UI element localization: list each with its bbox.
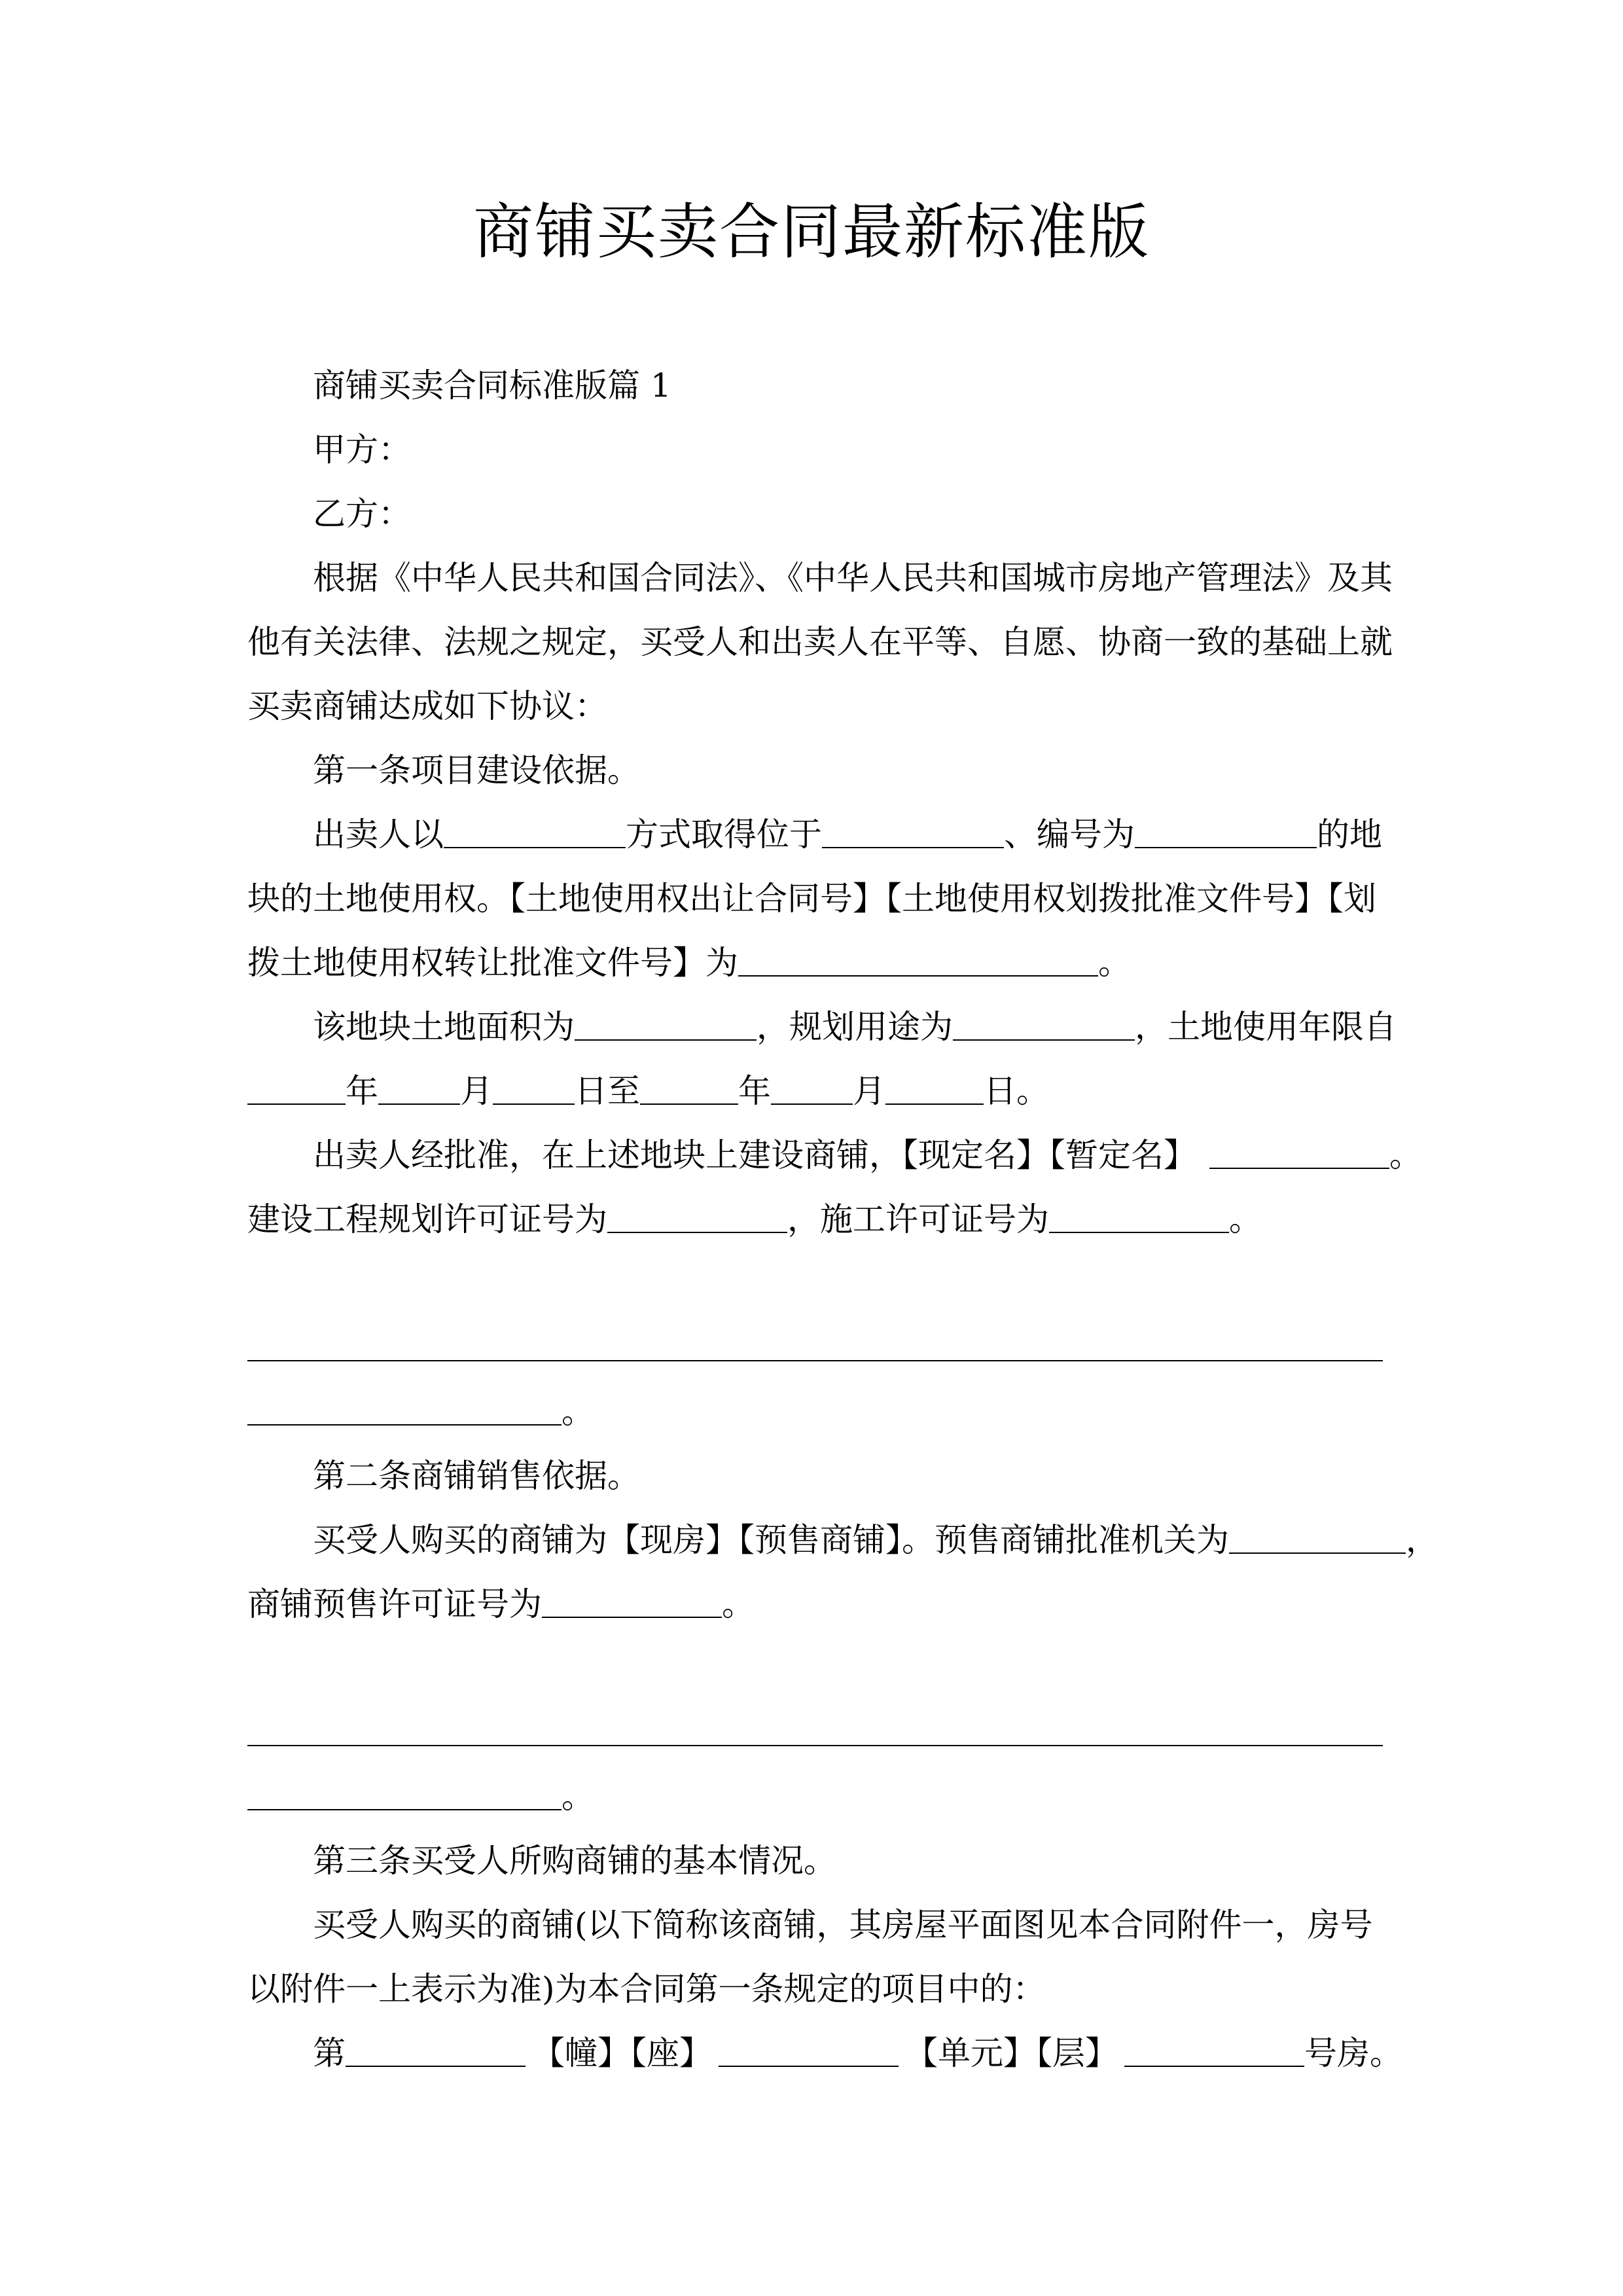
blank-field-start-day[interactable] (493, 1077, 575, 1105)
article-2-line (247, 1572, 1383, 1636)
text: 【幢】【座】 (532, 2034, 712, 2072)
blank-field-location[interactable] (822, 821, 1004, 848)
article-3-heading: 第三条买受人所购商铺的基本情况。 (313, 1842, 836, 1880)
text: 出卖人经批准，在上述地块上建设商铺，【现定名】【暂定名】 (313, 1136, 1196, 1174)
text: 月 (853, 1072, 885, 1110)
blank-field-additional-info-end[interactable] (247, 1398, 562, 1426)
text: 号房。 (1304, 2034, 1402, 2072)
article-3-line: 以附件一上表示为准)为本合同第一条规定的项目中的： (247, 1970, 1046, 2008)
blank-field-article-2-additional-end[interactable] (247, 1783, 562, 1810)
text: 第 (313, 2034, 346, 2072)
text: 【单元】【层】 (905, 2034, 1118, 2072)
blank-field-additional-info[interactable] (247, 1334, 1383, 1361)
article-1-line (247, 1380, 1383, 1444)
document-title: 商铺买卖合同最新标准版 (473, 197, 1150, 267)
text: 日至 (575, 1072, 640, 1110)
article-3-line: 买受人购买的商铺(以下简称该商铺，其房屋平面图见本合同附件一，房号 (313, 1906, 1373, 1944)
article-1-line: 块的土地使用权。【土地使用权出让合同号】【土地使用权划拨批准文件号】【划 (247, 880, 1376, 918)
article-1-fill-line (247, 1316, 1383, 1380)
text: 商铺预售许可证号为 (247, 1585, 542, 1623)
article-1-line (247, 931, 1383, 995)
blank-field-planned-use[interactable] (953, 1013, 1135, 1041)
text: 。 (722, 1585, 755, 1623)
blank-field-room[interactable] (1124, 2039, 1304, 2067)
blank-field-shop-name[interactable] (1209, 1141, 1389, 1169)
article-2-line (247, 1508, 1438, 1572)
blank-field-end-year[interactable] (640, 1077, 738, 1105)
spacer (247, 1636, 1383, 1700)
text: 建设工程规划许可证号为 (247, 1200, 607, 1238)
blank-field-building[interactable] (346, 2039, 526, 2067)
text: 。 (562, 1778, 594, 1816)
blank-field-plot-number[interactable] (1135, 821, 1317, 848)
text: 拨土地使用权转让批准文件号】为 (247, 944, 738, 982)
article-2-fill-line (247, 1700, 1383, 1765)
blank-field-construction-permit[interactable] (1049, 1206, 1229, 1233)
text: 日。 (984, 1072, 1049, 1110)
text: ， (1406, 1521, 1438, 1559)
text: ，规划用途为 (757, 1008, 953, 1046)
text: 。 (562, 1393, 594, 1431)
blank-field-presale-permit[interactable] (542, 1590, 722, 1618)
article-1-date-range (247, 1059, 1383, 1123)
document-body (247, 353, 1438, 2085)
blank-field-start-year[interactable] (247, 1077, 346, 1105)
text: 方式取得位于 (626, 816, 822, 853)
article-2-heading: 第二条商铺销售依据。 (313, 1457, 640, 1495)
text: 买受人购买的商铺为【现房】【预售商铺】。预售商铺批准机关为 (313, 1521, 1229, 1559)
text: ，土地使用年限自 (1135, 1008, 1397, 1046)
section-heading: 商铺买卖合同标准版篇 1 (313, 367, 671, 404)
preamble-line: 买卖商铺达成如下协议： (247, 687, 607, 725)
article-1-line (247, 802, 1383, 867)
blank-field-approval-authority[interactable] (1229, 1526, 1406, 1554)
article-1-heading: 第一条项目建设依据。 (313, 751, 640, 789)
blank-field-start-month[interactable] (378, 1077, 460, 1105)
text: 的地 (1317, 816, 1382, 853)
text: 该地块土地面积为 (313, 1008, 575, 1046)
blank-field-land-area[interactable] (575, 1013, 757, 1041)
text: ，施工许可证号为 (787, 1200, 1049, 1238)
blank-field-document-number[interactable] (738, 949, 1098, 977)
text: 年 (346, 1072, 378, 1110)
text: 年 (738, 1072, 771, 1110)
blank-field-planning-permit[interactable] (607, 1206, 787, 1233)
text: 、编号为 (1004, 816, 1135, 853)
preamble-line: 他有关法律、法规之规定，买受人和出卖人在平等、自愿、协商一致的基础上就 (247, 623, 1393, 661)
text: 。 (1098, 944, 1131, 982)
text: 出卖人以 (313, 816, 444, 853)
preamble-line: 根据《中华人民共和国合同法》、《中华人民共和国城市房地产管理法》及其 (313, 559, 1393, 597)
blank-field-acquisition-method[interactable] (444, 821, 626, 848)
article-2-line (247, 1765, 1383, 1829)
blank-field-article-2-additional[interactable] (247, 1719, 1383, 1746)
text: 。 (1229, 1200, 1262, 1238)
article-3-line (247, 2021, 1402, 2085)
article-1-line (247, 1187, 1383, 1251)
spacer (247, 1251, 1383, 1316)
blank-field-unit[interactable] (719, 2039, 899, 2067)
article-1-line (247, 1123, 1422, 1187)
party-b-label: 乙方： (313, 495, 411, 533)
blank-field-end-day[interactable] (885, 1077, 984, 1105)
text: 月 (460, 1072, 493, 1110)
article-1-line (247, 995, 1397, 1059)
party-a-label: 甲方： (313, 431, 411, 469)
blank-field-end-month[interactable] (771, 1077, 853, 1105)
text: 。 (1389, 1136, 1422, 1174)
